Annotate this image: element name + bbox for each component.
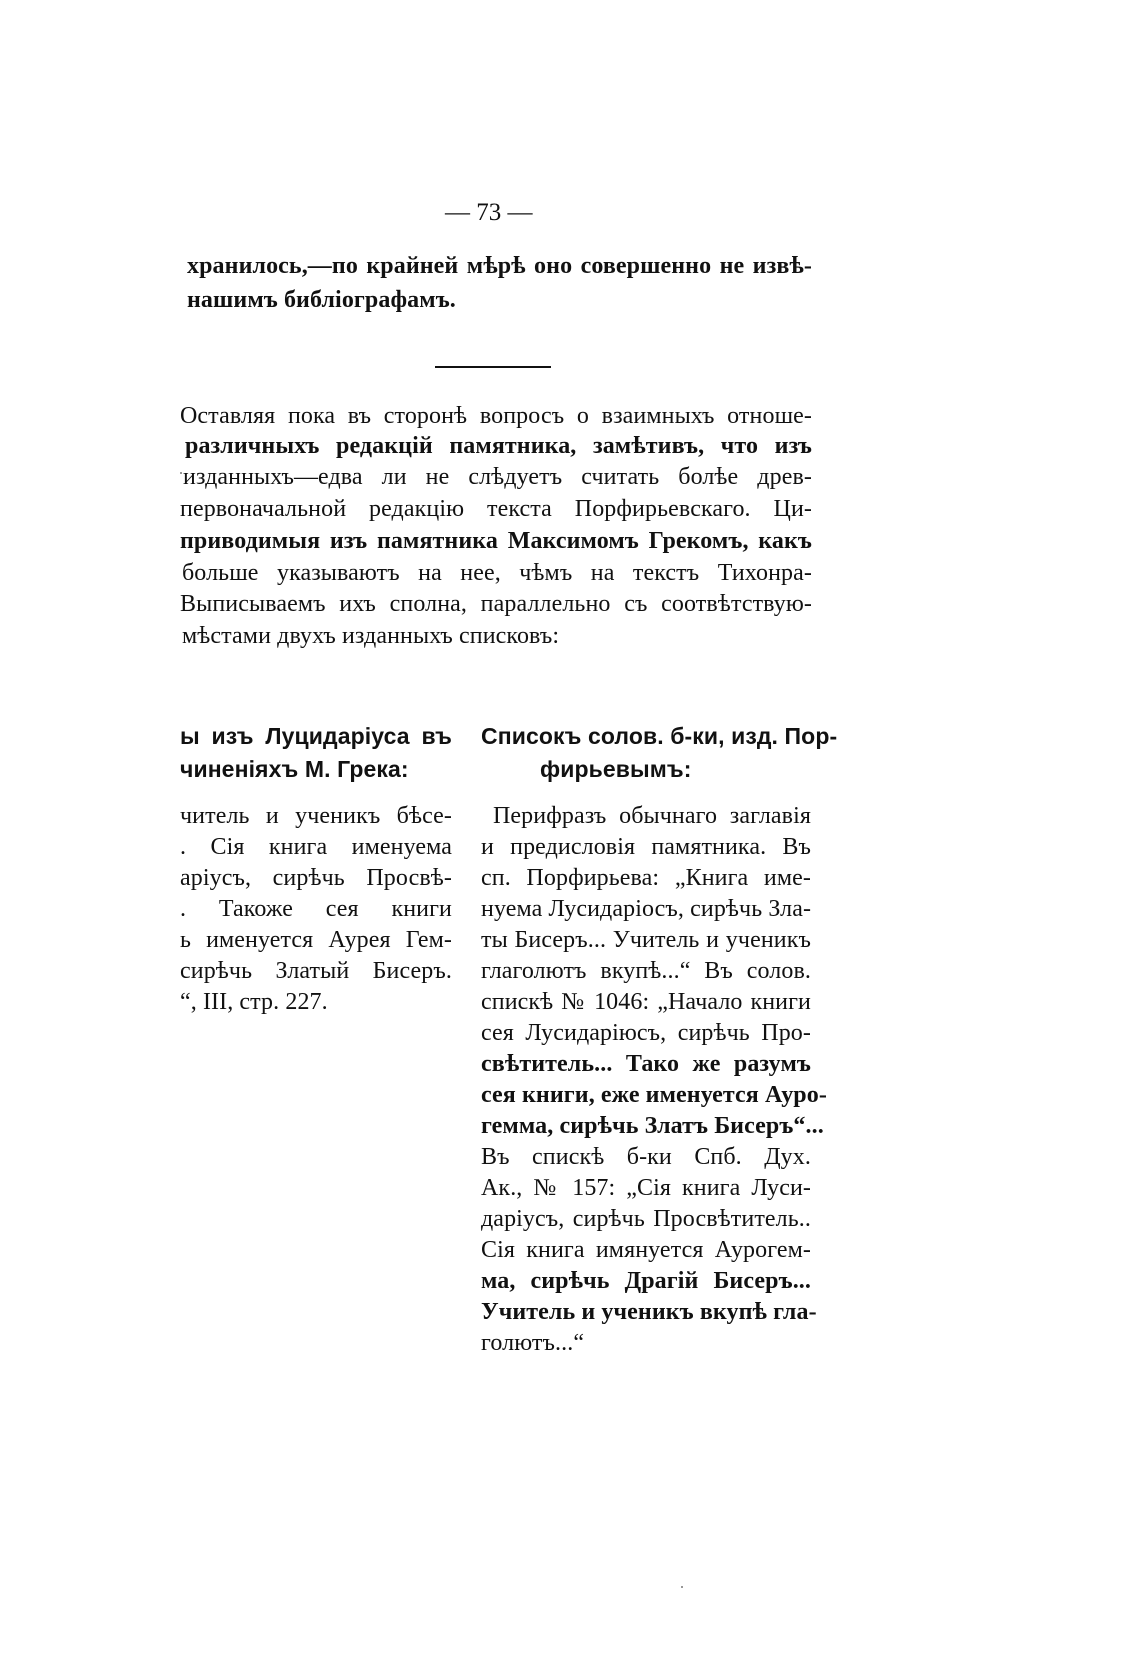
left-column-heading-line: чиненіяхъ М. Грека: — [180, 756, 409, 782]
main-paragraph-line: Оставляя пока въ сторонѣ вопросъ о взаимныхъ отноше- — [180, 403, 812, 429]
left-column-body-line: аріусъ, сирѣчь Просвѣ- — [180, 865, 452, 891]
right-column-body-line: нуема Лусидаріосъ, сирѣчь Зла- — [481, 896, 812, 922]
right-column-body-line: свѣтитель... Тако же разумъ — [481, 1051, 811, 1077]
right-column-heading-line: Списокъ солов. б-ки, изд. Пор- — [481, 723, 838, 749]
left-column-body-line: читель и ученикъ бѣсе- — [180, 803, 452, 829]
right-column-body-line: Перифразъ обычнаго заглавія — [493, 803, 811, 829]
right-column-body-line: Въ спискѣ б-ки Спб. Дух. — [481, 1144, 811, 1170]
left-column-body-line: сирѣчь Златый Бисеръ. — [180, 958, 452, 984]
left-column-body-line: ь именуется Аурея Гем- — [180, 927, 452, 953]
main-paragraph-line: больше указываютъ на нее, чѣмъ на текстъ Тихонра- — [182, 560, 812, 586]
main-paragraph-line: изданныхъ—едва ли не слѣдуетъ считать болѣе древ- — [183, 464, 812, 490]
right-column-heading-line: фирьевымъ: — [540, 756, 692, 782]
right-column-body-line: и предисловія памятника. Въ — [481, 834, 811, 860]
main-paragraph-line: Выписываемъ ихъ сполна, параллельно съ соотвѣтствую- — [180, 591, 812, 617]
left-column-heading-line: ы изъ Луцидаріуса въ — [180, 723, 452, 749]
right-column-body-line: ты Бисеръ... Учитель и ученикъ — [481, 927, 811, 953]
page-number: — 73 — — [445, 199, 533, 226]
right-column-body-line: Сія книга имянуется Аурогем- — [481, 1237, 811, 1263]
right-column-body-line: спискѣ № 1046: „Начало книги — [481, 989, 811, 1015]
right-column-body-line: гемма, сирѣчь Златъ Бисеръ“... — [481, 1113, 824, 1139]
right-column-body-line: Учитель и ученикъ вкупѣ гла- — [481, 1299, 817, 1325]
right-column-body-line: сея Лусидаріюсъ, сирѣчь Про- — [481, 1020, 811, 1046]
section-divider — [435, 366, 551, 368]
right-column-body-line: глаголютъ вкупѣ...“ Въ солов. — [481, 958, 811, 984]
scan-speck — [681, 1586, 683, 1588]
scan-speck — [180, 472, 182, 474]
right-column-body-line: даріусъ, сирѣчь Просвѣтитель.. — [481, 1206, 811, 1232]
left-column-body-line: . Сія книга именуема — [180, 834, 452, 860]
right-column-body-line: сп. Порфирьева: „Книга име- — [481, 865, 811, 891]
right-column-body-line: Ак., № 157: „Сія книга Луси- — [481, 1175, 811, 1201]
left-column-body-line: . Такоже сея книги — [180, 896, 452, 922]
main-paragraph-line: мѣстами двухъ изданныхъ списковъ: — [182, 623, 560, 649]
top-paragraph-line: хранилось,—по крайней мѣрѣ оно совершенно не извѣ- — [187, 253, 812, 279]
right-column-body-line: ма, сирѣчь Драгій Бисеръ... — [481, 1268, 811, 1294]
right-column-body-line: сея книги, еже именуется Ауро- — [481, 1082, 827, 1108]
main-paragraph-line: первоначальной редакцію текста Порфирьевскаго. Ци- — [180, 496, 812, 522]
left-column-body-line: “, III, стр. 227. — [180, 989, 328, 1015]
main-paragraph-line: различныхъ редакцій памятника, замѣтивъ, что изъ — [185, 433, 812, 459]
top-paragraph-line: нашимъ библіографамъ. — [187, 287, 456, 313]
right-column-body-line: голютъ...“ — [481, 1330, 585, 1356]
main-paragraph-line: приводимыя изъ памятника Максимомъ Грекомъ, какъ — [180, 528, 812, 554]
